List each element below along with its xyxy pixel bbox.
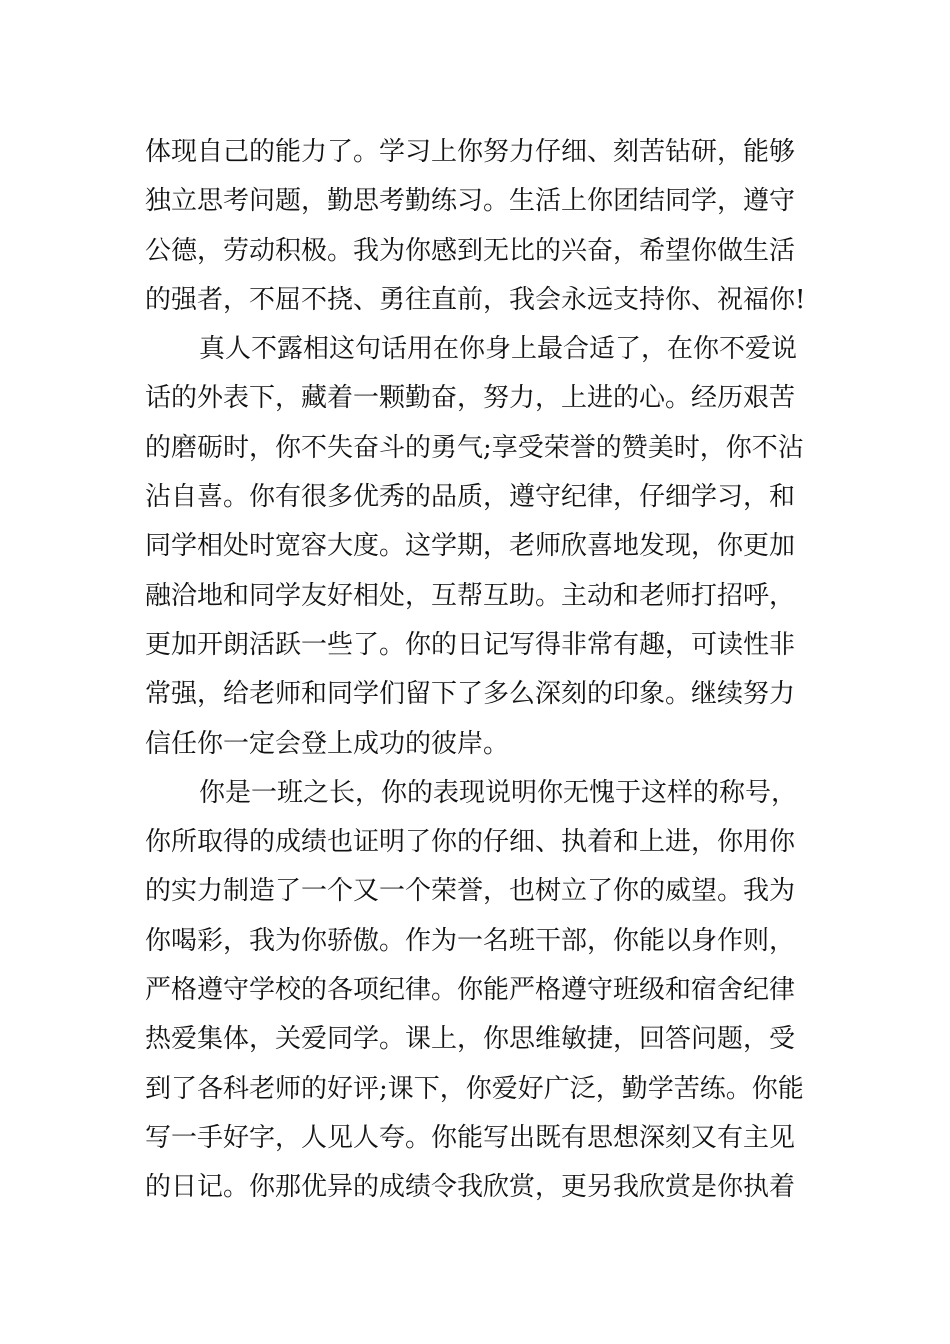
text-line: 的日记。你那优异的成绩令我欣赏，更另我欣赏是你执着 [145,1172,796,1203]
paragraph-first-line: 真人不露相这句话用在你身上最合适了，在你不爱说 [199,334,798,365]
text-line: 公德，劳动积极。我为你感到无比的兴奋，希望你做生活 [145,235,796,266]
text-line: 的实力制造了一个又一个荣誉，也树立了你的威望。我为 [145,876,796,907]
text-line: 热爱集体，关爱同学。课上，你思维敏捷，回答问题，受 [145,1024,796,1055]
text-line: 常强，给老师和同学们留下了多么深刻的印象。继续努力 [145,679,796,710]
text-line: 沾自喜。你有很多优秀的品质，遵守纪律，仔细学习，和 [145,482,796,513]
text-line: 你喝彩，我为你骄傲。作为一名班干部，你能以身作则， [145,925,796,956]
text-line: 同学相处时宽容大度。这学期，老师欣喜地发现，你更加 [145,531,796,562]
body-text [145,128,825,1213]
text-line: 融洽地和同学友好相处，互帮互助。主动和老师打招呼， [145,580,796,611]
text-line: 体现自己的能力了。学习上你努力仔细、刻苦钻研，能够 [145,137,796,167]
text-line: 你所取得的成绩也证明了你的仔细、执着和上进，你用你 [145,827,796,858]
text-line: 的磨砺时，你不失奋斗的勇气;享受荣誉的赞美时，你不沾 [145,432,804,463]
text-line: 话的外表下，藏着一颗勤奋，努力，上进的心。经历艰苦 [145,383,796,414]
text-line: 严格遵守学校的各项纪律。你能严格遵守班级和宿舍纪律 [145,975,796,1006]
text-line: 更加开朗活跃一些了。你的日记写得非常有趣，可读性非 [145,629,796,660]
text-line: 的强者，不屈不挠、勇往直前，我会永远支持你、祝福你! [145,284,806,315]
text-line: 写一手好字，人见人夸。你能写出既有思想深刻又有主见 [145,1122,796,1153]
text-line: 信任你一定会登上成功的彼岸。 [145,728,510,759]
text-line: 独立思考问题，勤思考勤练习。生活上你团结同学，遵守 [145,186,796,217]
text-line: 到了各科老师的好评;课下，你爱好广泛，勤学苦练。你能 [145,1073,804,1104]
paragraph-first-line: 你是一班之长，你的表现说明你无愧于这样的称号， [199,777,798,808]
